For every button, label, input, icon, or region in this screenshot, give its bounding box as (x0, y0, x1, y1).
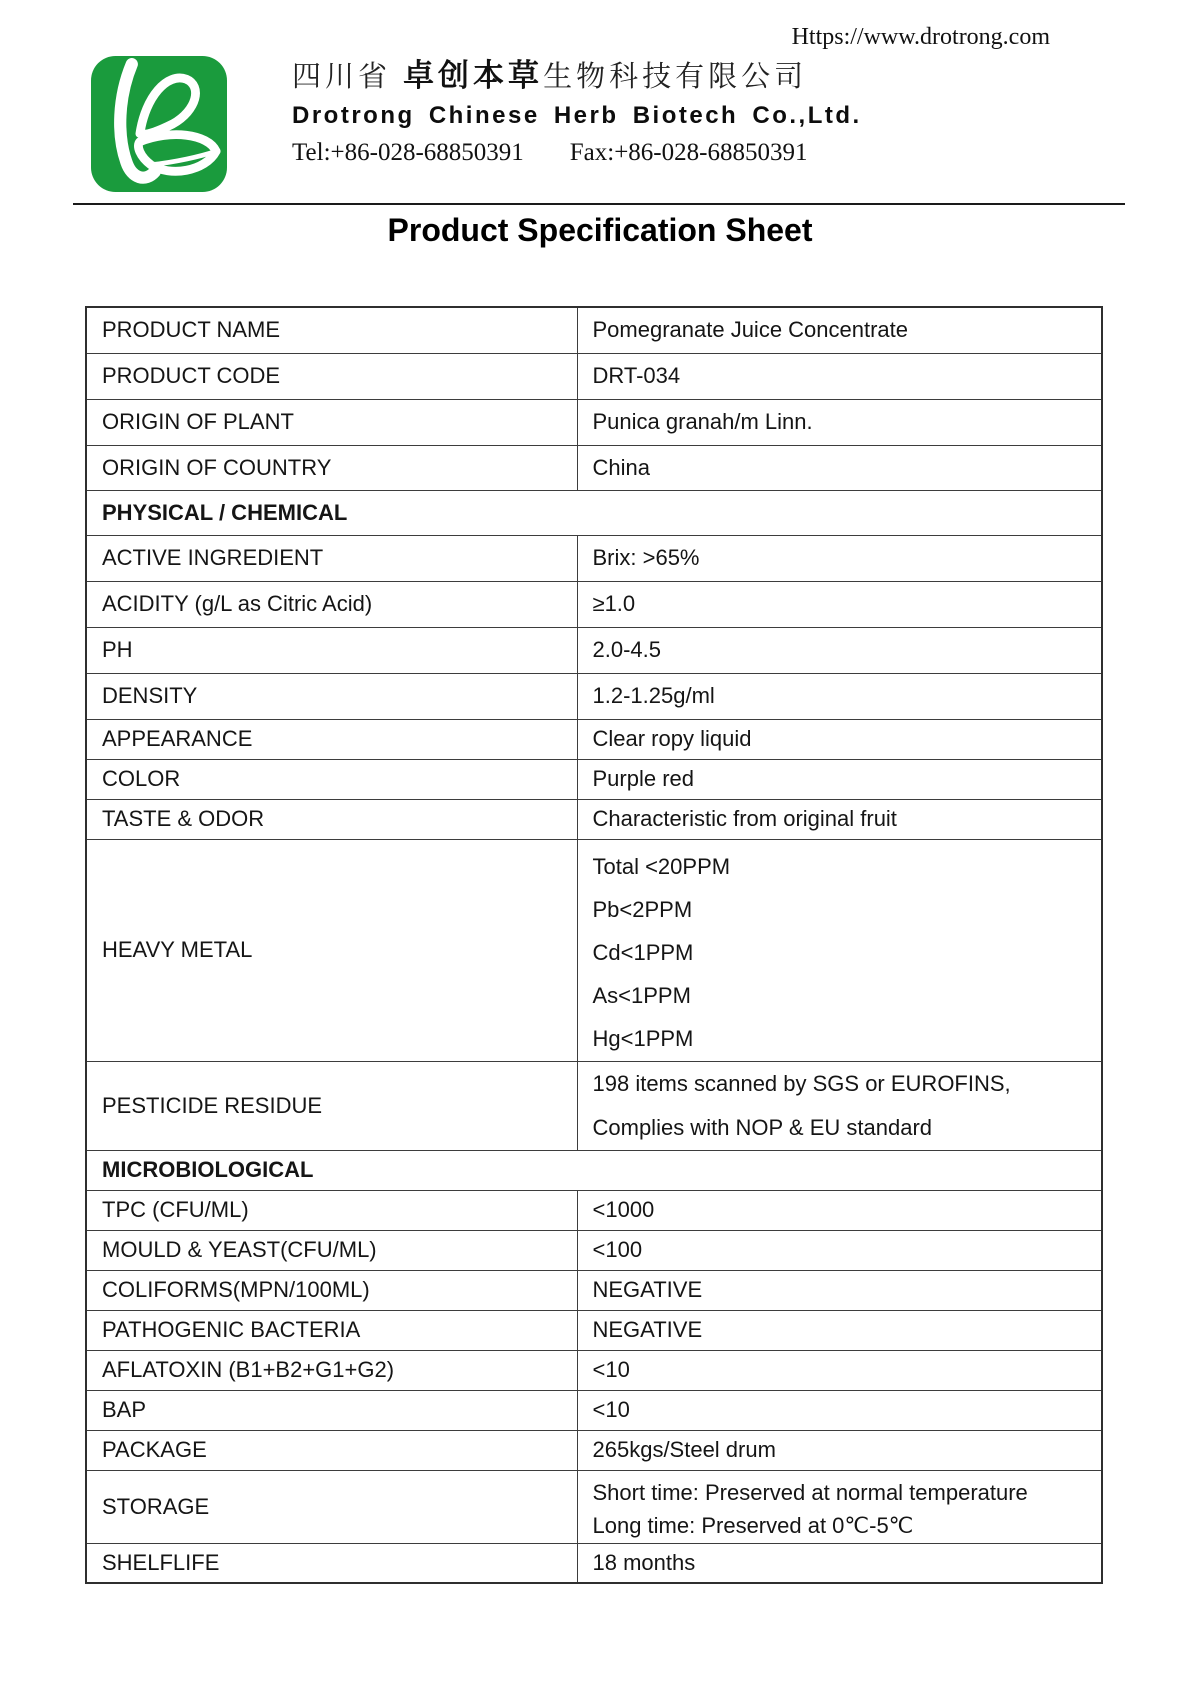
row-value: Purple red (577, 759, 1102, 799)
table-row (86, 445, 1102, 490)
table-row (86, 1350, 1102, 1390)
table-row-storage (86, 1470, 1102, 1543)
row-value: DRT-034 (577, 353, 1102, 399)
table-row (86, 1230, 1102, 1270)
row-value: 2.0-4.5 (577, 627, 1102, 673)
row-label: COLOR (86, 759, 577, 799)
row-label: STORAGE (86, 1470, 577, 1543)
table-row (86, 759, 1102, 799)
row-label: PATHOGENIC BACTERIA (86, 1310, 577, 1350)
row-value: 198 items scanned by SGS or EUROFINS, Complies with NOP & EU standard (577, 1061, 1102, 1150)
row-value: Short time: Preserved at normal temperature Long time: Preserved at 0℃-5℃ (577, 1470, 1102, 1543)
row-value: <1000 (577, 1190, 1102, 1230)
row-label: TPC (CFU/ML) (86, 1190, 577, 1230)
header-divider (73, 203, 1125, 205)
table-row (86, 1430, 1102, 1470)
row-value: Punica granah/m Linn. (577, 399, 1102, 445)
row-value: Total <20PPM Pb<2PPM Cd<1PPM As<1PPM Hg<1PPM (577, 839, 1102, 1061)
row-label: APPEARANCE (86, 719, 577, 759)
table-row (86, 307, 1102, 353)
row-label: ACIDITY (g/L as Citric Acid) (86, 581, 577, 627)
section-title: PHYSICAL / CHEMICAL (86, 490, 1102, 535)
table-row (86, 1190, 1102, 1230)
contact-line (292, 139, 862, 167)
section-header-row (86, 1150, 1102, 1190)
section-title: MICROBIOLOGICAL (86, 1150, 1102, 1190)
section-header-row (86, 490, 1102, 535)
company-name-chinese: 四川省 卓创本草生物科技有限公司 (292, 58, 808, 93)
row-value: <10 (577, 1390, 1102, 1430)
leaf-b-logo-icon (90, 56, 228, 192)
fax-number: Fax:+86-028-68850391 (569, 139, 808, 166)
row-label: BAP (86, 1390, 577, 1430)
table-row (86, 1543, 1102, 1583)
row-label: TASTE & ODOR (86, 799, 577, 839)
row-value: NEGATIVE (577, 1310, 1102, 1350)
table-row (86, 1270, 1102, 1310)
row-value: <100 (577, 1230, 1102, 1270)
table-row (86, 719, 1102, 759)
row-label: COLIFORMS(MPN/100ML) (86, 1270, 577, 1310)
row-label: SHELFLIFE (86, 1543, 577, 1583)
row-label: PRODUCT CODE (86, 353, 577, 399)
row-label: AFLATOXIN (B1+B2+G1+G2) (86, 1350, 577, 1390)
row-value: Characteristic from original fruit (577, 799, 1102, 839)
row-value: 265kgs/Steel drum (577, 1430, 1102, 1470)
row-value: Pomegranate Juice Concentrate (577, 307, 1102, 353)
row-label: PRODUCT NAME (86, 307, 577, 353)
table-row (86, 535, 1102, 581)
company-name-english: Drotrong Chinese Herb Biotech Co.,Ltd. (292, 102, 862, 129)
row-value: 1.2-1.25g/ml (577, 673, 1102, 719)
table-row-pesticide (86, 1061, 1102, 1150)
table-row-heavy-metal (86, 839, 1102, 1061)
row-value: NEGATIVE (577, 1270, 1102, 1310)
table-row (86, 353, 1102, 399)
company-header (292, 50, 862, 167)
row-label: PACKAGE (86, 1430, 577, 1470)
brand-name-chinese: 卓创本草 (403, 58, 544, 93)
table-row (86, 673, 1102, 719)
row-label: PESTICIDE RESIDUE (86, 1061, 577, 1150)
table-row (86, 799, 1102, 839)
company-logo (90, 56, 228, 192)
website-url: Https://www.drotrong.com (791, 24, 1050, 50)
row-value: <10 (577, 1350, 1102, 1390)
table-row (86, 1390, 1102, 1430)
table-row (86, 1310, 1102, 1350)
row-label: MOULD & YEAST(CFU/ML) (86, 1230, 577, 1270)
row-value: 18 months (577, 1543, 1102, 1583)
row-label: ORIGIN OF PLANT (86, 399, 577, 445)
row-value: ≥1.0 (577, 581, 1102, 627)
row-label: ORIGIN OF COUNTRY (86, 445, 577, 490)
row-label: ACTIVE INGREDIENT (86, 535, 577, 581)
page-title: Product Specification Sheet (387, 212, 813, 248)
tel-number: Tel:+86-028-68850391 (292, 139, 524, 166)
row-label: PH (86, 627, 577, 673)
row-value: China (577, 445, 1102, 490)
row-value: Brix: >65% (577, 535, 1102, 581)
table-row (86, 627, 1102, 673)
row-label: HEAVY METAL (86, 839, 577, 1061)
row-label: DENSITY (86, 673, 577, 719)
spec-table (85, 306, 1103, 1584)
table-row (86, 581, 1102, 627)
table-row (86, 399, 1102, 445)
row-value: Clear ropy liquid (577, 719, 1102, 759)
